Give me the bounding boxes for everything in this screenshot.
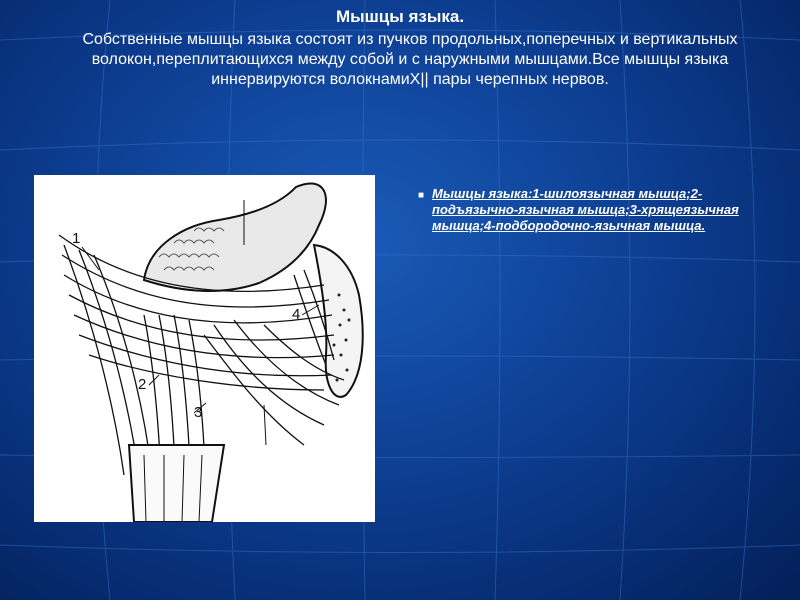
- caption-text: Мышцы языка:1-шилоязычная мышца;2-подъязычно-язычная мышца;3-хрящеязычная мышца;4-подбородочно-язычная мышца.: [432, 186, 739, 233]
- figure-label-3: 3: [194, 404, 203, 421]
- slide-title: Мышцы языка.: [335, 7, 465, 26]
- figure-caption: [418, 186, 768, 234]
- slide-body-text: Собственные мышцы языка состоят из пучков продольных,поперечных и вертикальных волокон,переплитающихся между собой и с наружными мышцами.Все мышцы языка иннервируются волокнамиX|| пары черепных нервов.: [82, 31, 738, 88]
- figure-label-1: 1: [72, 230, 81, 247]
- bullet-icon: ■: [418, 190, 425, 201]
- figure-label-4: 4: [292, 306, 301, 323]
- figure-label-2: 2: [138, 376, 147, 393]
- tongue-muscles-illustration: [34, 175, 375, 522]
